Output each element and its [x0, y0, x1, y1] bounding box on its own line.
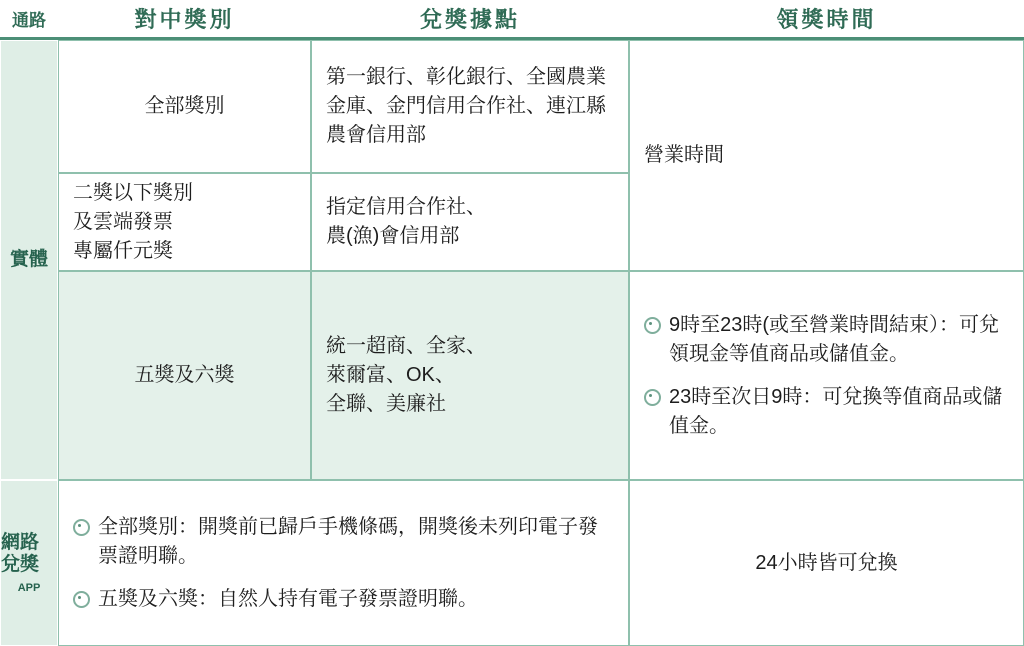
channel-online	[0, 480, 58, 646]
cell-place-credit-coop	[311, 173, 629, 271]
bullet-dot-icon	[644, 389, 661, 406]
cell-prize-all: 全部獎別	[58, 40, 311, 173]
cell-prize-second-below	[58, 173, 311, 271]
cell-place-banks: 第一銀行、彰化銀行、全國農業金庫、金門信用合作社、連江縣農會信用部	[311, 40, 629, 173]
cell-time-business-hours: 營業時間	[629, 40, 1024, 271]
cell-prize-second-line1: 二獎以下獎別	[73, 181, 193, 204]
cell-prize-second-line3: 專屬仟元獎	[73, 239, 173, 262]
online-bullet-2: 五獎及六獎：自然人持有電子發票證明聯。	[98, 587, 478, 610]
list-item	[644, 311, 1009, 369]
header-channel: 通路	[0, 0, 58, 40]
table-row	[58, 480, 1024, 646]
table-row	[58, 173, 629, 271]
channel-online-app-label: APP	[17, 581, 41, 594]
bullet-dot-icon	[644, 317, 661, 334]
cell-time-store-hours	[629, 271, 1024, 480]
channel-physical	[0, 40, 58, 480]
list-item	[73, 585, 614, 614]
list-item	[73, 513, 614, 571]
cell-prize-second-line2: 及雲端發票	[73, 210, 173, 233]
table-header-row	[0, 0, 1024, 40]
cell-place-store-line2: 萊爾富、OK、	[326, 364, 455, 386]
list-item	[644, 383, 1009, 441]
channel-online-label: 網路兌獎	[1, 531, 40, 575]
time-bullet-2: 23時至次日9時：可兌換等值商品或儲值金。	[669, 385, 1003, 437]
table-body	[0, 40, 1024, 646]
cell-place-store-line3: 全聯、美廉社	[326, 393, 446, 415]
channel-column	[0, 40, 58, 646]
cell-place-convenience-stores	[311, 271, 629, 480]
cell-place-credit-line2: 農(漁)會信用部	[326, 225, 460, 247]
bullet-dot-icon	[73, 591, 90, 608]
time-bullet-1: 9時至23時(或至營業時間結束）：可兌領現金等值商品或儲值金。	[669, 313, 1000, 365]
table-row	[58, 271, 1024, 480]
table-row	[58, 40, 1024, 271]
header-redemption-location: 兌獎據點	[311, 0, 629, 40]
bullet-dot-icon	[73, 519, 90, 536]
header-prize-category: 對中獎別	[58, 0, 311, 40]
cell-place-store-line1: 統一超商、全家、	[326, 335, 486, 357]
online-bullet-1: 全部獎別：開獎前已歸戶手機條碼，開獎後未列印電子發票證明聯。	[98, 515, 598, 567]
cell-online-conditions	[58, 480, 629, 646]
physical-rows-left	[58, 40, 629, 271]
header-redemption-time: 領獎時間	[629, 0, 1024, 40]
table-row	[58, 40, 629, 173]
cell-time-24h: 24小時皆可兌換	[629, 480, 1024, 646]
cell-place-credit-line1: 指定信用合作社、	[326, 196, 486, 218]
cell-prize-fifth-sixth: 五獎及六獎	[58, 271, 311, 480]
content-column	[58, 40, 1024, 646]
channel-physical-label: 實體	[9, 249, 48, 271]
